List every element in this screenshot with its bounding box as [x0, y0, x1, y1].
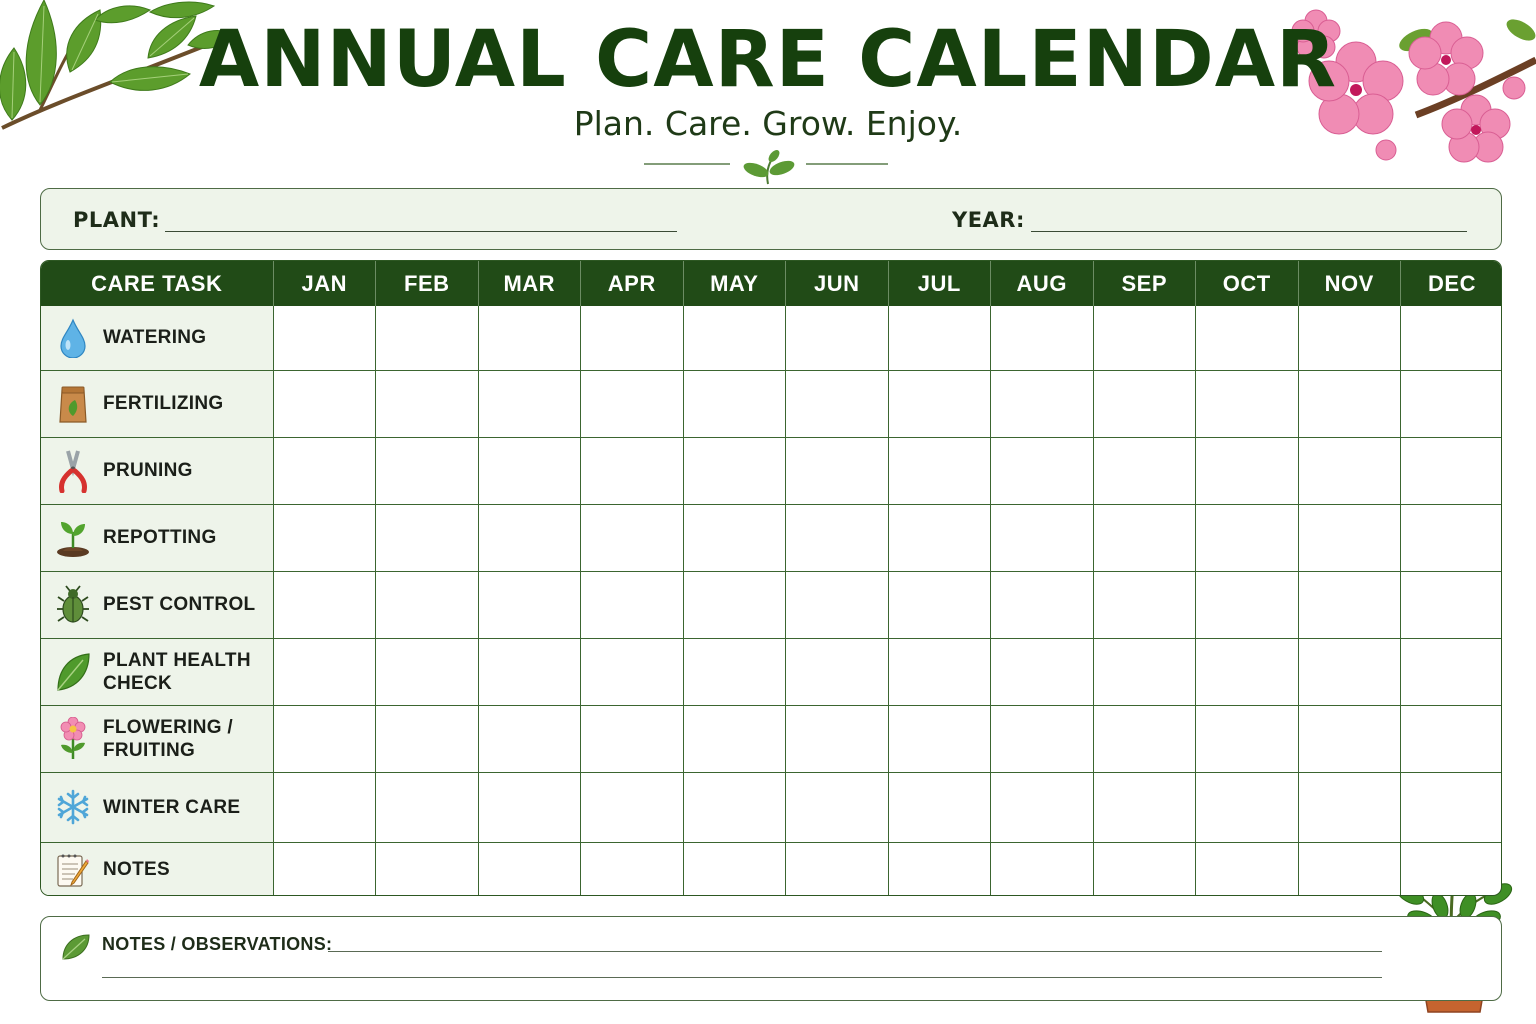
month-header-aug: AUG	[991, 261, 1094, 306]
calendar-cell-sep[interactable]	[1093, 504, 1196, 571]
calendar-cell-dec[interactable]	[1401, 571, 1503, 638]
snowflake-icon	[55, 787, 91, 827]
care-calendar-grid	[40, 260, 1502, 896]
calendar-cell-mar[interactable]	[478, 842, 581, 896]
calendar-cell-apr[interactable]	[581, 437, 684, 504]
calendar-cell-jun[interactable]	[786, 842, 889, 896]
calendar-cell-jun[interactable]	[786, 772, 889, 842]
calendar-cell-nov[interactable]	[1298, 370, 1401, 437]
leaf-icon	[59, 931, 91, 963]
calendar-cell-aug[interactable]	[991, 772, 1094, 842]
task-row	[41, 571, 1502, 638]
month-header-mar: MAR	[478, 261, 581, 306]
seedling-icon	[55, 518, 91, 558]
calendar-cell-aug[interactable]	[991, 306, 1094, 370]
task-row	[41, 504, 1502, 571]
calendar-cell-aug[interactable]	[991, 370, 1094, 437]
calendar-cell-nov[interactable]	[1298, 772, 1401, 842]
beetle-icon	[55, 585, 91, 625]
calendar-cell-jun[interactable]	[786, 306, 889, 370]
calendar-cell-jan[interactable]	[273, 842, 376, 896]
task-row	[41, 437, 1502, 504]
leaf-icon	[55, 652, 91, 692]
task-row	[41, 705, 1502, 772]
calendar-cell-jul[interactable]	[888, 638, 991, 705]
calendar-cell-mar[interactable]	[478, 437, 581, 504]
calendar-cell-dec[interactable]	[1401, 842, 1503, 896]
calendar-cell-may[interactable]	[683, 638, 786, 705]
task-label: WATERING	[103, 327, 207, 349]
calendar-cell-feb[interactable]	[376, 772, 479, 842]
calendar-cell-sep[interactable]	[1093, 638, 1196, 705]
task-row	[41, 638, 1502, 705]
calendar-cell-apr[interactable]	[581, 638, 684, 705]
month-header-apr: APR	[581, 261, 684, 306]
pruning-shears-icon	[55, 451, 91, 491]
calendar-cell-sep[interactable]	[1093, 772, 1196, 842]
plant-label: PLANT:	[73, 208, 161, 232]
calendar-cell-apr[interactable]	[581, 370, 684, 437]
year-label: YEAR:	[952, 208, 1025, 232]
task-row	[41, 772, 1502, 842]
calendar-cell-dec[interactable]	[1401, 437, 1503, 504]
calendar-cell-feb[interactable]	[376, 638, 479, 705]
calendar-cell-oct[interactable]	[1196, 842, 1299, 896]
calendar-cell-mar[interactable]	[478, 306, 581, 370]
calendar-cell-dec[interactable]	[1401, 772, 1503, 842]
calendar-cell-mar[interactable]	[478, 638, 581, 705]
page-subtitle: Plan. Care. Grow. Enjoy.	[573, 104, 963, 143]
calendar-cell-feb[interactable]	[376, 842, 479, 896]
calendar-cell-apr[interactable]	[581, 306, 684, 370]
task-cell	[41, 504, 273, 571]
calendar-cell-jan[interactable]	[273, 306, 376, 370]
task-cell	[41, 705, 273, 772]
plant-year-box	[40, 188, 1502, 250]
calendar-cell-sep[interactable]	[1093, 437, 1196, 504]
calendar-cell-nov[interactable]	[1298, 705, 1401, 772]
calendar-cell-oct[interactable]	[1196, 437, 1299, 504]
calendar-cell-feb[interactable]	[376, 504, 479, 571]
calendar-cell-jan[interactable]	[273, 772, 376, 842]
calendar-cell-jan[interactable]	[273, 638, 376, 705]
calendar-cell-nov[interactable]	[1298, 842, 1401, 896]
calendar-cell-jul[interactable]	[888, 306, 991, 370]
calendar-cell-jul[interactable]	[888, 437, 991, 504]
calendar-cell-jun[interactable]	[786, 504, 889, 571]
notes-observations-box	[40, 916, 1502, 1001]
calendar-cell-dec[interactable]	[1401, 504, 1503, 571]
task-label: FLOWERING / FRUITING	[103, 716, 233, 761]
calendar-cell-jul[interactable]	[888, 370, 991, 437]
month-header-jan: JAN	[273, 261, 376, 306]
care-task-header: CARE TASK	[41, 261, 273, 306]
calendar-cell-jun[interactable]	[786, 705, 889, 772]
calendar-cell-dec[interactable]	[1401, 705, 1503, 772]
calendar-cell-oct[interactable]	[1196, 705, 1299, 772]
calendar-cell-jan[interactable]	[273, 437, 376, 504]
calendar-cell-aug[interactable]	[991, 638, 1094, 705]
calendar-cell-oct[interactable]	[1196, 370, 1299, 437]
task-cell	[41, 437, 273, 504]
calendar-cell-may[interactable]	[683, 842, 786, 896]
calendar-cell-aug[interactable]	[991, 842, 1094, 896]
month-header-feb: FEB	[376, 261, 479, 306]
calendar-cell-nov[interactable]	[1298, 571, 1401, 638]
month-header-oct: OCT	[1196, 261, 1299, 306]
calendar-cell-oct[interactable]	[1196, 504, 1299, 571]
month-header-dec: DEC	[1401, 261, 1503, 306]
calendar-cell-jan[interactable]	[273, 571, 376, 638]
calendar-cell-aug[interactable]	[991, 437, 1094, 504]
notepad-pencil-icon	[55, 850, 91, 890]
notes-observations-label: NOTES / OBSERVATIONS:	[102, 934, 333, 954]
calendar-cell-aug[interactable]	[991, 571, 1094, 638]
task-row	[41, 370, 1502, 437]
calendar-cell-may[interactable]	[683, 306, 786, 370]
calendar-cell-apr[interactable]	[581, 571, 684, 638]
task-cell	[41, 842, 273, 896]
calendar-cell-feb[interactable]	[376, 370, 479, 437]
calendar-cell-sep[interactable]	[1093, 370, 1196, 437]
calendar-cell-mar[interactable]	[478, 571, 581, 638]
grid-header-row	[41, 261, 1502, 306]
notes-line-2[interactable]	[102, 977, 1382, 978]
month-header-jul: JUL	[888, 261, 991, 306]
flower-icon	[55, 719, 91, 759]
calendar-cell-aug[interactable]	[991, 504, 1094, 571]
sprig-divider-icon	[640, 148, 896, 188]
task-cell	[41, 306, 273, 370]
calendar-cell-may[interactable]	[683, 370, 786, 437]
calendar-cell-may[interactable]	[683, 571, 786, 638]
task-label: PEST CONTROL	[103, 594, 256, 615]
month-header-jun: JUN	[786, 261, 889, 306]
calendar-cell-jan[interactable]	[273, 504, 376, 571]
task-cell	[41, 772, 273, 842]
calendar-cell-dec[interactable]	[1401, 370, 1503, 437]
task-row	[41, 306, 1502, 370]
calendar-cell-jun[interactable]	[786, 571, 889, 638]
notes-line-1[interactable]	[328, 951, 1382, 952]
task-cell	[41, 571, 273, 638]
task-row	[41, 842, 1502, 896]
task-label: NOTES	[103, 859, 170, 881]
calendar-cell-may[interactable]	[683, 772, 786, 842]
calendar-cell-dec[interactable]	[1401, 638, 1503, 705]
calendar-cell-jun[interactable]	[786, 370, 889, 437]
calendar-cell-apr[interactable]	[581, 705, 684, 772]
calendar-cell-aug[interactable]	[991, 705, 1094, 772]
task-cell	[41, 638, 273, 705]
calendar-cell-feb[interactable]	[376, 306, 479, 370]
calendar-cell-oct[interactable]	[1196, 638, 1299, 705]
calendar-cell-may[interactable]	[683, 705, 786, 772]
calendar-cell-oct[interactable]	[1196, 772, 1299, 842]
calendar-cell-feb[interactable]	[376, 705, 479, 772]
task-label: FERTILIZING	[103, 393, 224, 414]
calendar-cell-dec[interactable]	[1401, 306, 1503, 370]
calendar-cell-apr[interactable]	[581, 842, 684, 896]
calendar-cell-mar[interactable]	[478, 504, 581, 571]
calendar-cell-nov[interactable]	[1298, 638, 1401, 705]
task-label: WINTER CARE	[103, 796, 241, 818]
calendar-cell-feb[interactable]	[376, 437, 479, 504]
calendar-cell-jun[interactable]	[786, 437, 889, 504]
calendar-cell-may[interactable]	[683, 437, 786, 504]
month-header-nov: NOV	[1298, 261, 1401, 306]
calendar-cell-sep[interactable]	[1093, 842, 1196, 896]
calendar-cell-jul[interactable]	[888, 504, 991, 571]
calendar-cell-jul[interactable]	[888, 772, 991, 842]
calendar-cell-nov[interactable]	[1298, 306, 1401, 370]
calendar-cell-sep[interactable]	[1093, 705, 1196, 772]
fertilizer-bag-icon	[55, 384, 91, 424]
calendar-cell-apr[interactable]	[581, 772, 684, 842]
calendar-cell-jan[interactable]	[273, 370, 376, 437]
month-header-sep: SEP	[1093, 261, 1196, 306]
calendar-cell-mar[interactable]	[478, 772, 581, 842]
task-label: PLANT HEALTH CHECK	[103, 649, 251, 694]
calendar-cell-mar[interactable]	[478, 370, 581, 437]
calendar-cell-may[interactable]	[683, 504, 786, 571]
calendar-cell-jul[interactable]	[888, 705, 991, 772]
year-input-line[interactable]	[1031, 231, 1467, 232]
calendar-cell-oct[interactable]	[1196, 306, 1299, 370]
calendar-cell-apr[interactable]	[581, 504, 684, 571]
calendar-cell-jul[interactable]	[888, 842, 991, 896]
calendar-cell-sep[interactable]	[1093, 571, 1196, 638]
calendar-cell-jun[interactable]	[786, 638, 889, 705]
task-label: PRUNING	[103, 460, 193, 481]
water-drop-icon	[55, 318, 91, 358]
calendar-cell-mar[interactable]	[478, 705, 581, 772]
calendar-cell-oct[interactable]	[1196, 571, 1299, 638]
task-cell	[41, 370, 273, 437]
calendar-cell-jul[interactable]	[888, 571, 991, 638]
month-header-may: MAY	[683, 261, 786, 306]
calendar-cell-nov[interactable]	[1298, 504, 1401, 571]
calendar-cell-jan[interactable]	[273, 705, 376, 772]
task-label: REPOTTING	[103, 527, 217, 548]
calendar-cell-feb[interactable]	[376, 571, 479, 638]
plant-input-line[interactable]	[165, 231, 677, 232]
calendar-cell-sep[interactable]	[1093, 306, 1196, 370]
calendar-cell-nov[interactable]	[1298, 437, 1401, 504]
page-title: ANNUAL CARE CALENDAR	[198, 15, 1338, 105]
